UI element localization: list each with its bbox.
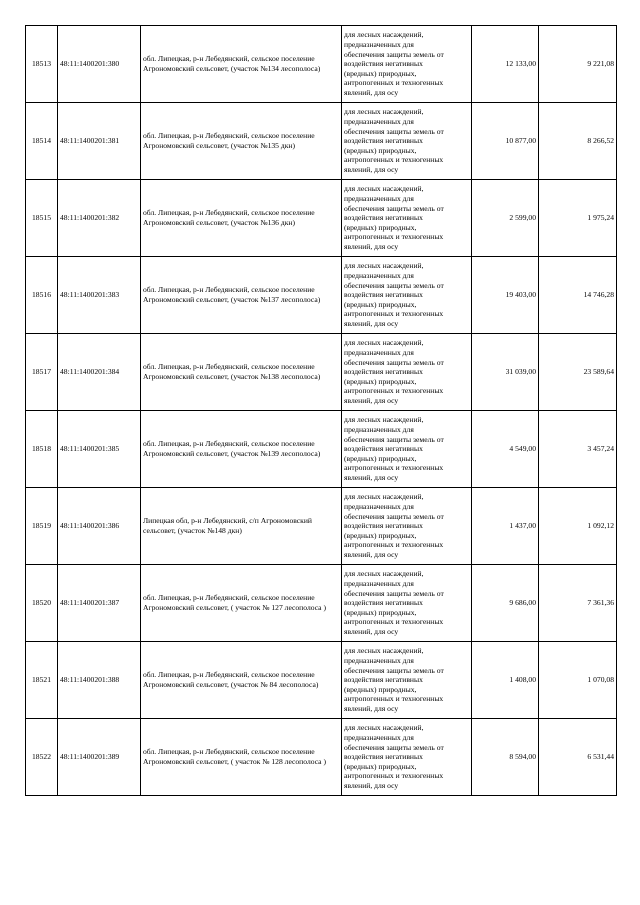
parcel-address: обл. Липецкая, р-н Лебедянский, сельское поселение Агрономовский сельсовет, (участок №138 лесополоса) (141, 334, 342, 411)
land-registry-table (25, 25, 617, 796)
cadastral-value: 6 531,44 (539, 719, 617, 796)
permitted-use: для лесных насаждений, предназначенных для обеспечения защиты земель от воздействия негативных (вредных) природных, антропогенных и техногенных явлений, для осу (342, 334, 472, 411)
permitted-use: для лесных насаждений, предназначенных для обеспечения защиты земель от воздействия негативных (вредных) природных, антропогенных и техногенных явлений, для осу (342, 180, 472, 257)
cadastral-number: 48:11:1400201:387 (58, 565, 141, 642)
parcel-address: обл. Липецкая, р-н Лебедянский, сельское поселение Агрономовский сельсовет, (участок №137 лесополоса) (141, 257, 342, 334)
cadastral-number: 48:11:1400201:383 (58, 257, 141, 334)
table-row (26, 180, 617, 257)
permitted-use: для лесных насаждений, предназначенных для обеспечения защиты земель от воздействия негативных (вредных) природных, антропогенных и техногенных явлений, для осу (342, 642, 472, 719)
table-row (26, 488, 617, 565)
permitted-use: для лесных насаждений, предназначенных для обеспечения защиты земель от воздействия негативных (вредных) природных, антропогенных и техногенных явлений, для осу (342, 719, 472, 796)
registry-body (26, 26, 617, 796)
parcel-address: обл. Липецкая, р-н Лебедянский, сельское поселение Агрономовский сельсовет, (участок №139 лесополоса) (141, 411, 342, 488)
parcel-address: Липецкая обл, р-н Лебедянский, с/п Агрономовский сельсовет, (участок №148 дкн) (141, 488, 342, 565)
parcel-area: 8 594,00 (472, 719, 539, 796)
parcel-address: обл. Липецкая, р-н Лебедянский, сельское поселение Агрономовский сельсовет, (участок № 84 лесополоса) (141, 642, 342, 719)
parcel-area: 2 599,00 (472, 180, 539, 257)
parcel-area: 1 437,00 (472, 488, 539, 565)
row-number: 18520 (26, 565, 58, 642)
permitted-use: для лесных насаждений, предназначенных для обеспечения защиты земель от воздействия негативных (вредных) природных, антропогенных и техногенных явлений, для осу (342, 257, 472, 334)
cadastral-value: 3 457,24 (539, 411, 617, 488)
parcel-address: обл. Липецкая, р-н Лебедянский, сельское поселение Агрономовский сельсовет, (участок №135 дкн) (141, 103, 342, 180)
table-row (26, 103, 617, 180)
parcel-area: 9 686,00 (472, 565, 539, 642)
cadastral-number: 48:11:1400201:382 (58, 180, 141, 257)
table-row (26, 334, 617, 411)
cadastral-value: 7 361,36 (539, 565, 617, 642)
parcel-area: 10 877,00 (472, 103, 539, 180)
row-number: 18513 (26, 26, 58, 103)
cadastral-number: 48:11:1400201:386 (58, 488, 141, 565)
row-number: 18521 (26, 642, 58, 719)
table-row (26, 719, 617, 796)
permitted-use: для лесных насаждений, предназначенных для обеспечения защиты земель от воздействия негативных (вредных) природных, антропогенных и техногенных явлений, для осу (342, 411, 472, 488)
table-row (26, 411, 617, 488)
parcel-address: обл. Липецкая, р-н Лебедянский, сельское поселение Агрономовский сельсовет, (участок №136 дкн) (141, 180, 342, 257)
table-row (26, 257, 617, 334)
permitted-use: для лесных насаждений, предназначенных для обеспечения защиты земель от воздействия негативных (вредных) природных, антропогенных и техногенных явлений, для осу (342, 103, 472, 180)
cadastral-number: 48:11:1400201:380 (58, 26, 141, 103)
parcel-address: обл. Липецкая, р-н Лебедянский, сельское поселение Агрономовский сельсовет, ( участок № 127 лесополоса ) (141, 565, 342, 642)
cadastral-value: 1 975,24 (539, 180, 617, 257)
row-number: 18522 (26, 719, 58, 796)
cadastral-value: 14 746,28 (539, 257, 617, 334)
table-row (26, 565, 617, 642)
row-number: 18514 (26, 103, 58, 180)
cadastral-value: 8 266,52 (539, 103, 617, 180)
parcel-address: обл. Липецкая, р-н Лебедянский, сельское поселение Агрономовский сельсовет, (участок №134 лесополоса) (141, 26, 342, 103)
parcel-area: 31 039,00 (472, 334, 539, 411)
parcel-area: 1 408,00 (472, 642, 539, 719)
cadastral-number: 48:11:1400201:389 (58, 719, 141, 796)
cadastral-value: 1 092,12 (539, 488, 617, 565)
permitted-use: для лесных насаждений, предназначенных для обеспечения защиты земель от воздействия негативных (вредных) природных, антропогенных и техногенных явлений, для осу (342, 565, 472, 642)
row-number: 18515 (26, 180, 58, 257)
row-number: 18519 (26, 488, 58, 565)
row-number: 18518 (26, 411, 58, 488)
cadastral-value: 9 221,08 (539, 26, 617, 103)
cadastral-number: 48:11:1400201:381 (58, 103, 141, 180)
cadastral-number: 48:11:1400201:384 (58, 334, 141, 411)
parcel-address: обл. Липецкая, р-н Лебедянский, сельское поселение Агрономовский сельсовет, ( участок № 128 лесополоса ) (141, 719, 342, 796)
table-row (26, 642, 617, 719)
row-number: 18516 (26, 257, 58, 334)
cadastral-number: 48:11:1400201:388 (58, 642, 141, 719)
parcel-area: 4 549,00 (472, 411, 539, 488)
cadastral-number: 48:11:1400201:385 (58, 411, 141, 488)
parcel-area: 19 403,00 (472, 257, 539, 334)
permitted-use: для лесных насаждений, предназначенных для обеспечения защиты земель от воздействия негативных (вредных) природных, антропогенных и техногенных явлений, для осу (342, 488, 472, 565)
row-number: 18517 (26, 334, 58, 411)
cadastral-value: 23 589,64 (539, 334, 617, 411)
table-row (26, 26, 617, 103)
permitted-use: для лесных насаждений, предназначенных для обеспечения защиты земель от воздействия негативных (вредных) природных, антропогенных и техногенных явлений, для осу (342, 26, 472, 103)
parcel-area: 12 133,00 (472, 26, 539, 103)
cadastral-value: 1 070,08 (539, 642, 617, 719)
